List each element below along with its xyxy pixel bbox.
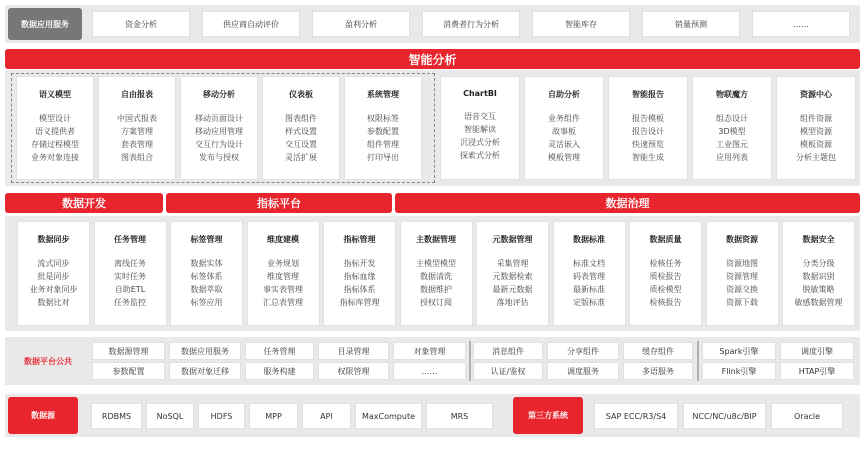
platform-component[interactable]: HTAP引擎 (780, 362, 854, 380)
module-item[interactable]: 灵活扩展 (285, 153, 317, 162)
sources-label: 数据源 (8, 397, 78, 434)
module-item[interactable]: 业务对象同步 (29, 285, 78, 294)
module-item[interactable]: 敏感数据管理 (794, 298, 843, 307)
module-item[interactable]: 实时任务 (114, 272, 146, 281)
module-item[interactable]: 权限标签 (367, 114, 399, 123)
module-item[interactable]: 故事板 (552, 127, 576, 136)
module-title: 数据标准 (573, 235, 605, 244)
mid-module-column[interactable] (170, 221, 243, 326)
mid-module-column[interactable] (323, 221, 396, 326)
data-source-item[interactable]: MPP (249, 403, 298, 429)
module-title: 语义模型 (39, 90, 71, 99)
module-title: 自由报表 (121, 90, 153, 99)
platform-component[interactable]: 数据应用服务 (169, 342, 241, 360)
mid-module-column[interactable] (247, 221, 320, 326)
module-item[interactable]: 方案管理 (121, 127, 153, 136)
module-item[interactable]: 应用列表 (716, 153, 748, 162)
module-item[interactable]: 最新元数据 (492, 285, 533, 294)
bi-module-column[interactable] (16, 76, 94, 180)
mid-module-column[interactable] (553, 221, 626, 326)
platform-component[interactable]: 参数配置 (92, 362, 165, 380)
module-item[interactable]: 质检报告 (649, 272, 682, 281)
module-item[interactable]: 业务规划 (267, 259, 299, 268)
module-item[interactable]: 组件管理 (367, 140, 399, 149)
platform-component[interactable]: 认证/鉴权 (473, 362, 543, 380)
bi-module-column[interactable] (776, 76, 856, 180)
platform-component[interactable]: 服务构建 (245, 362, 314, 380)
module-item[interactable]: 业务对象连接 (31, 153, 79, 162)
data-source-item[interactable]: MaxCompute (355, 403, 422, 429)
module-title: 维度建模 (267, 235, 299, 244)
module-item[interactable]: 业务组件 (548, 114, 580, 123)
data-source-item[interactable]: MRS (426, 403, 493, 429)
module-title: 元数据管理 (492, 235, 533, 244)
module-item[interactable]: 交互设置 (285, 140, 317, 149)
mid-module-column[interactable] (400, 221, 473, 326)
module-item[interactable]: 资源下载 (726, 298, 758, 307)
module-item[interactable]: 组件资源 (800, 114, 832, 123)
third-party-item[interactable]: SAP ECC/R3/S4 (594, 403, 678, 429)
module-item[interactable]: 套表管理 (121, 140, 153, 149)
module-item[interactable]: 图表组件 (285, 114, 317, 123)
module-item[interactable]: 汇总表管理 (263, 298, 303, 307)
module-item[interactable]: 定版标准 (573, 298, 605, 307)
module-title: 主数据管理 (416, 235, 456, 244)
platform-component[interactable]: Spark引擎 (702, 342, 776, 360)
platform-component[interactable]: 任务管理 (245, 342, 314, 360)
platform-component[interactable]: 调度引擎 (780, 342, 854, 360)
module-item[interactable]: 数据维护 (420, 285, 452, 294)
module-item[interactable]: 码表管理 (573, 272, 605, 281)
platform-component[interactable]: Flink引擎 (702, 362, 776, 380)
module-item[interactable]: 指标体系 (343, 285, 376, 294)
module-item[interactable]: 标签体系 (190, 272, 223, 281)
module-title: 指标管理 (343, 235, 376, 244)
module-item[interactable]: 移动应用管理 (195, 127, 243, 136)
module-item[interactable]: 语义提供者 (35, 127, 75, 136)
module-item[interactable]: 模板管理 (548, 153, 580, 162)
module-item[interactable]: 报告设计 (632, 127, 664, 136)
app-service-item[interactable]: 销量预测 (642, 11, 740, 37)
third-party-item[interactable]: NCC/NC/u8c/BIP (683, 403, 766, 429)
module-item[interactable]: 图表组合 (121, 153, 153, 162)
bi-module-column[interactable] (180, 76, 258, 180)
platform-component[interactable]: 对象管理 (393, 342, 466, 360)
module-title: 资源中心 (800, 90, 832, 99)
mid-module-column[interactable] (94, 221, 167, 326)
module-item[interactable]: 任务监控 (114, 298, 146, 307)
module-item[interactable]: 离线任务 (114, 259, 146, 268)
module-title: ChartBI (463, 89, 497, 98)
dev-title-bar: 数据开发 (5, 193, 163, 213)
mid-module-column[interactable] (706, 221, 779, 326)
module-item[interactable]: 3D模型 (718, 127, 746, 136)
module-item[interactable]: 资源地图 (726, 259, 758, 268)
bi-module-column[interactable] (692, 76, 772, 180)
module-item[interactable]: 组态设计 (716, 114, 748, 123)
module-item[interactable]: 探索式分析 (460, 151, 500, 160)
module-title: 物联魔方 (716, 90, 748, 99)
module-title: 数据安全 (802, 235, 835, 244)
platform-separator-1 (469, 341, 471, 381)
module-item[interactable]: 中国式报表 (117, 114, 157, 123)
bi-module-column[interactable] (524, 76, 604, 180)
module-item[interactable]: 指标库管理 (339, 298, 380, 307)
module-item[interactable]: 维度管理 (267, 272, 299, 281)
module-title: 标签管理 (190, 235, 223, 244)
metric-title-bar: 指标平台 (166, 193, 392, 213)
module-item[interactable]: 模型资源 (800, 127, 832, 136)
platform-component[interactable]: 消息组件 (473, 342, 543, 360)
app-service-item[interactable]: 消费者行为分析 (422, 11, 520, 37)
platform-separator-2 (697, 341, 699, 381)
module-item[interactable]: 参数配置 (367, 127, 399, 136)
third-party-label: 第三方系统 (513, 397, 583, 434)
module-item[interactable]: 存储过程模型 (31, 140, 79, 149)
module-item[interactable]: 标签应用 (190, 298, 223, 307)
module-item[interactable]: 主模型模型 (416, 259, 456, 268)
module-item[interactable]: 数据比对 (37, 298, 70, 307)
module-title: 数据同步 (37, 235, 70, 244)
mid-module-column[interactable] (782, 221, 855, 326)
mid-module-column[interactable] (476, 221, 549, 326)
app-service-item[interactable]: 智能库存 (532, 11, 630, 37)
data-source-item[interactable]: RDBMS (91, 403, 142, 429)
module-item[interactable]: 流式同步 (37, 259, 70, 268)
third-party-item[interactable]: Oracle (771, 403, 843, 429)
module-item[interactable]: 元数据检索 (492, 272, 533, 281)
module-item[interactable]: 脱敏策略 (802, 285, 835, 294)
module-item[interactable]: 快速预览 (632, 140, 664, 149)
module-item[interactable]: 数据实体 (190, 259, 223, 268)
bi-module-column[interactable] (440, 76, 520, 180)
module-item[interactable]: 事实表管理 (263, 285, 303, 294)
app-service-item[interactable]: 供应商自动评价 (202, 11, 300, 37)
module-item[interactable]: 灵活嵌入 (548, 140, 580, 149)
module-item[interactable]: 资源管理 (726, 272, 758, 281)
bi-module-column[interactable] (98, 76, 176, 180)
app-service-item[interactable]: 资金分析 (92, 11, 190, 37)
module-item[interactable]: 指标血缘 (343, 272, 376, 281)
module-title: 智能报告 (632, 90, 664, 99)
app-service-item[interactable]: 盈利分析 (312, 11, 410, 37)
module-item[interactable]: 发布与授权 (199, 153, 239, 162)
module-item[interactable]: 交互行为设计 (195, 140, 243, 149)
platform-component[interactable]: 数据源管理 (92, 342, 165, 360)
bi-title-bar: 智能分析 (5, 49, 860, 69)
module-item[interactable]: 检核任务 (649, 259, 682, 268)
module-item[interactable]: 模板资源 (800, 140, 832, 149)
module-title: 自助分析 (548, 90, 580, 99)
module-item[interactable]: 数据清洗 (420, 272, 452, 281)
module-item[interactable]: 沉浸式分析 (460, 138, 500, 147)
data-source-item[interactable]: NoSQL (146, 403, 194, 429)
platform-component[interactable]: …… (393, 362, 466, 380)
module-item[interactable]: 落地评估 (496, 298, 529, 307)
module-item[interactable]: 最新标准 (573, 285, 605, 294)
bi-module-column[interactable] (262, 76, 340, 180)
module-item[interactable]: 检核报告 (649, 298, 682, 307)
platform-component[interactable]: 多语服务 (623, 362, 693, 380)
module-title: 系统管理 (367, 90, 399, 99)
module-item[interactable]: 数据识别 (802, 272, 835, 281)
module-item[interactable]: 样式设置 (285, 127, 317, 136)
bi-module-column[interactable] (344, 76, 422, 180)
module-item[interactable]: 报告模板 (632, 114, 664, 123)
data-source-item[interactable]: HDFS (198, 403, 245, 429)
platform-label: 数据平台公共 (24, 356, 72, 366)
module-title: 仪表板 (289, 90, 313, 99)
module-item[interactable]: 打印导出 (367, 153, 399, 162)
platform-component[interactable]: 调度服务 (547, 362, 619, 380)
platform-component[interactable]: 权限管理 (318, 362, 389, 380)
module-title: 移动分析 (203, 90, 235, 99)
module-title: 数据资源 (726, 235, 758, 244)
module-item[interactable]: 分类分级 (802, 259, 835, 268)
module-item[interactable]: 移动页面设计 (195, 114, 243, 123)
bi-module-column[interactable] (608, 76, 688, 180)
module-title: 数据质量 (649, 235, 682, 244)
mid-module-column[interactable] (629, 221, 702, 326)
module-item[interactable]: 质检模型 (649, 285, 682, 294)
gov-title-bar: 数据治理 (395, 193, 860, 213)
module-item[interactable]: 语音交互 (464, 112, 496, 121)
apps-label: 数据应用服务 (8, 8, 82, 40)
module-item[interactable]: 智能生成 (632, 153, 664, 162)
platform-component[interactable]: 分享组件 (547, 342, 619, 360)
module-item[interactable]: 批是同步 (37, 272, 70, 281)
module-item[interactable]: 工业图元 (716, 140, 748, 149)
module-item[interactable]: 标准文档 (573, 259, 605, 268)
platform-component[interactable]: 缓存组件 (623, 342, 693, 360)
module-item[interactable]: 数据萃取 (190, 285, 223, 294)
module-item[interactable]: 自助ETL (114, 285, 146, 294)
module-item[interactable]: 资源交换 (726, 285, 758, 294)
module-title: 任务管理 (114, 235, 146, 244)
platform-component[interactable]: 数据对象迁移 (169, 362, 241, 380)
module-item[interactable]: 授权订阅 (420, 298, 452, 307)
app-service-item[interactable]: …… (752, 11, 850, 37)
data-source-item[interactable]: API (302, 403, 351, 429)
module-item[interactable]: 指标开发 (343, 259, 376, 268)
module-item[interactable]: 智能解读 (464, 125, 496, 134)
mid-module-column[interactable] (17, 221, 90, 326)
platform-component[interactable]: 目录管理 (318, 342, 389, 360)
module-item[interactable]: 分析主题包 (796, 153, 836, 162)
module-item[interactable]: 采集管理 (496, 259, 529, 268)
module-item[interactable]: 模型设计 (39, 114, 71, 123)
